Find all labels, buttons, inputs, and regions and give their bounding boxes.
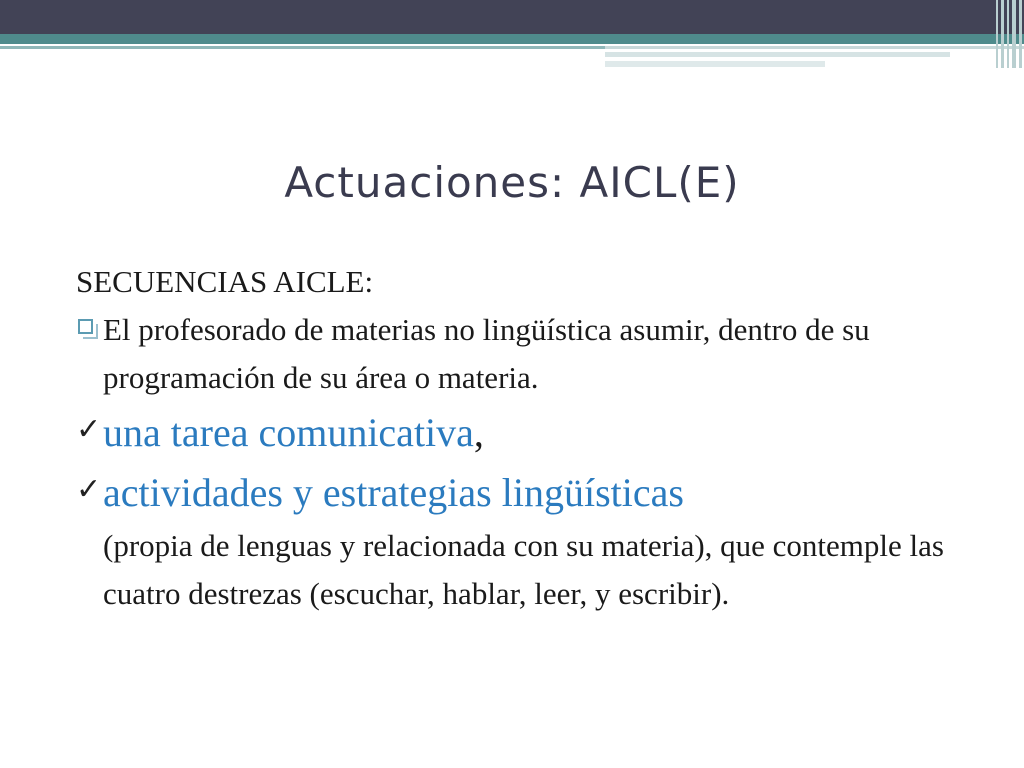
slide-content — [76, 262, 976, 618]
checkmark-icon: ✓ — [76, 472, 102, 507]
section-heading: SECUENCIAS AICLE: — [76, 264, 374, 299]
checkmark-icon: ✓ — [76, 412, 102, 447]
decor-line — [605, 52, 950, 57]
check-item — [76, 464, 976, 618]
check-text-highlight: una tarea comunicativa — [103, 410, 474, 455]
decor-line — [605, 46, 1024, 49]
check-item — [76, 404, 976, 462]
corner-stripes — [994, 0, 1024, 68]
check-text-highlight: actividades y estrategias lingüísticas — [103, 470, 684, 515]
slide-title: Actuaciones: AICL(E) — [284, 158, 740, 207]
teal-line — [0, 46, 605, 49]
teal-band — [0, 34, 1024, 44]
decor-line — [605, 61, 825, 67]
check-text-tail: , — [473, 410, 484, 455]
header-band — [0, 0, 1024, 34]
bullet-item — [76, 306, 976, 402]
bullet-text: El profesorado de materias no lingüística asumir, dentro de su programación de su área o materia. — [103, 312, 870, 395]
square-bullet-icon — [78, 319, 93, 334]
check-text-detail: (propia de lenguas y relacionada con su materia), que contemple las cuatro destrezas (escuchar, hablar, leer, y escribir). — [103, 528, 944, 611]
